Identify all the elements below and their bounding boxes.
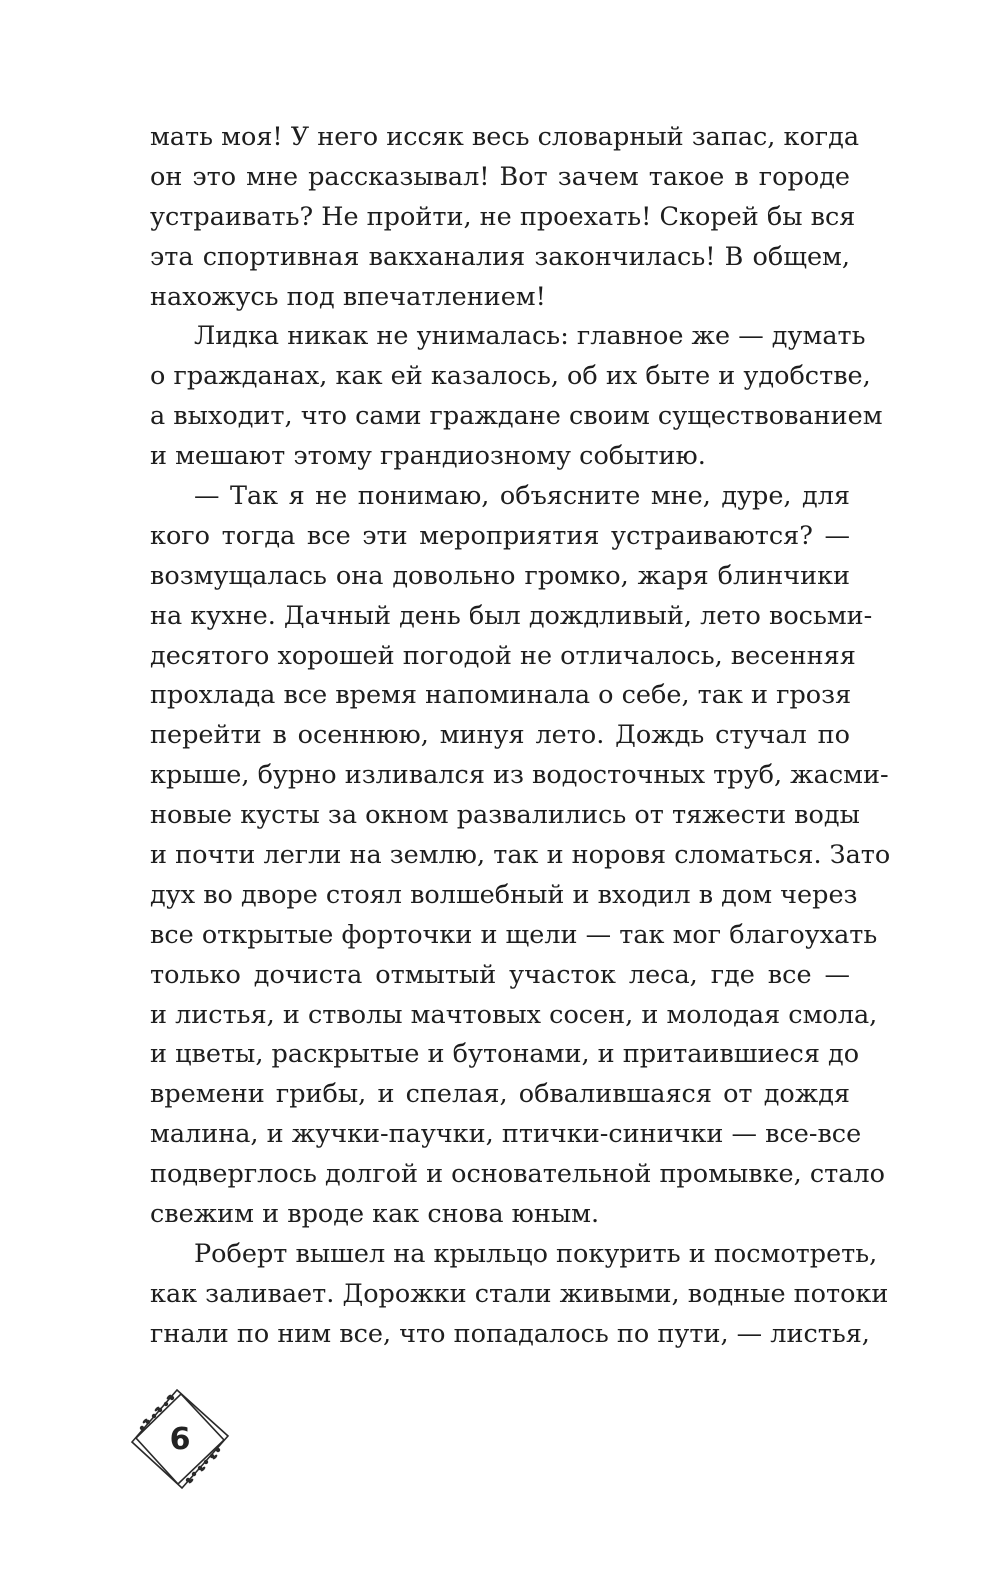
page-body-text — [150, 118, 891, 1355]
text-line: и почти легли на землю, так и норовя сломаться. Зато — [150, 840, 891, 871]
text-line: новые кусты за окном развалились от тяжести воды — [150, 800, 860, 831]
page-number-badge — [124, 1384, 236, 1496]
text-line: и листья, и стволы мачтовых сосен, и молодая смола, — [150, 999, 878, 1030]
page-number: 6 — [169, 1422, 191, 1457]
text-line: времени грибы, и спелая, обвалившаяся от дождя — [150, 1079, 850, 1110]
text-line: и мешают этому грандиозному событию. — [150, 441, 706, 472]
text-line: дух во дворе стоял волшебный и входил в дом через — [150, 879, 858, 910]
text-line: Роберт вышел на крыльцо покурить и посмотреть, — [194, 1238, 878, 1269]
text-line: гнали по ним все, что попадалось по пути, — листья, — [150, 1318, 870, 1349]
text-line: мать моя! У него иссяк весь словарный запас, когда — [150, 122, 860, 152]
text-line: возмущалась она довольно громко, жаря блинчики — [150, 560, 850, 591]
text-line: нахожусь под впечатлением! — [150, 281, 546, 312]
text-line: перейти в осеннюю, минуя лето. Дождь стучал по — [150, 720, 850, 751]
text-line: десятого хорошей погодой не отличалось, весенняя — [150, 640, 856, 671]
text-line: только дочиста отмытый участок леса, где все — — [150, 959, 850, 990]
text-line: прохлада все время напоминала о себе, так и грозя — [150, 680, 852, 711]
text-line: крыше, бурно изливался из водосточных труб, жасми- — [150, 760, 889, 791]
text-line: как заливает. Дорожки стали живыми, водные потоки — [150, 1278, 889, 1309]
text-line: а выходит, что сами граждане своим существованием — [150, 401, 883, 432]
text-line: Лидка никак не унималась: главное же — думать — [194, 321, 866, 352]
text-line: и цветы, раскрытые и бутонами, и притаившиеся до — [150, 1039, 860, 1070]
text-line: свежим и вроде как снова юным. — [150, 1199, 600, 1230]
text-line: все открытые форточки и щели — так мог благоухать — [150, 919, 878, 950]
text-line: малина, и жучки-паучки, птички-синички — все-все — [150, 1119, 862, 1150]
text-line: подверглось долгой и основательной промывке, стало — [150, 1159, 885, 1190]
text-line: эта спортивная вакханалия закончилась! В общем, — [150, 241, 850, 272]
text-line: кого тогда все эти мероприятия устраиваются? — — [150, 520, 850, 551]
text-line: на кухне. Дачный день был дождливый, лето восьми- — [150, 600, 873, 631]
text-line: устраивать? Не пройти, не проехать! Скорей бы вся — [150, 201, 856, 232]
text-line: — Так я не понимаю, объясните мне, дуре, для — [194, 481, 850, 512]
text-line: о гражданах, как ей казалось, об их быте и удобстве, — [150, 361, 871, 392]
text-line: он это мне рассказывал! Вот зачем такое в городе — [150, 161, 850, 192]
